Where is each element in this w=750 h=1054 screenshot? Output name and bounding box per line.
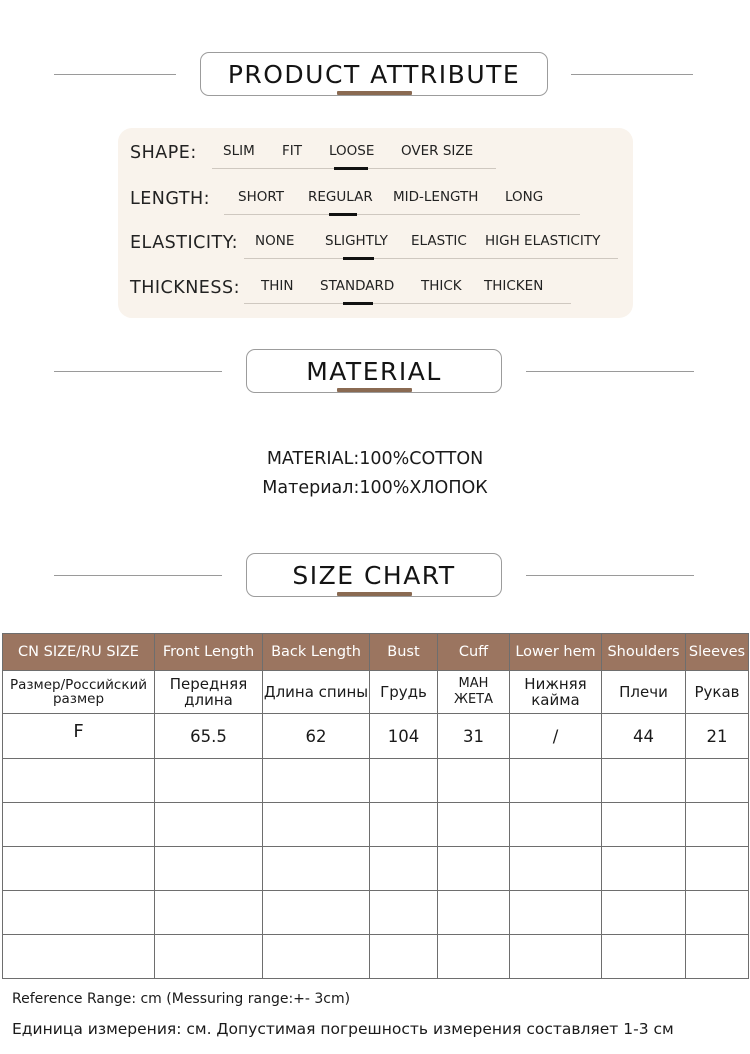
column-header: CN SIZE/RU SIZE: [3, 634, 155, 671]
selected-mark: [334, 167, 368, 170]
table-cell: 104: [370, 714, 438, 759]
attr-row-shape: [118, 133, 633, 169]
attr-option: FIT: [282, 143, 302, 159]
divider-left: [54, 371, 222, 372]
column-header: Sleeves: [686, 634, 749, 671]
table-cell: 31: [438, 714, 510, 759]
selected-mark: [329, 213, 357, 216]
attr-option: THIN: [261, 278, 294, 294]
column-header: Bust: [370, 634, 438, 671]
divider-left: [54, 575, 222, 576]
attr-option: SLIM: [223, 143, 255, 159]
section-title: [246, 553, 502, 597]
attr-option: LONG: [505, 189, 544, 205]
table-row-empty: [3, 891, 749, 935]
section-title: [200, 52, 548, 96]
attr-underline: [244, 303, 571, 304]
attr-row-thickness: [118, 268, 633, 304]
table-cell: F: [3, 714, 155, 759]
section-title-text: SIZE CHART: [292, 560, 456, 590]
section-title: [246, 349, 502, 393]
attr-underline: [244, 258, 618, 259]
size-chart-header: [0, 553, 750, 603]
material-header: [0, 349, 750, 399]
table-cell: /: [510, 714, 602, 759]
size-chart-table: [2, 633, 749, 979]
attr-row-length: [118, 179, 633, 215]
attr-option: MID-LENGTH: [393, 189, 479, 205]
table-cell: 65.5: [155, 714, 263, 759]
table-row: [3, 714, 749, 759]
selected-mark: [343, 257, 374, 260]
title-accent-bar: [337, 388, 412, 392]
table-cell: 62: [263, 714, 370, 759]
column-header-ru: Грудь: [370, 671, 438, 714]
material-label: Материал:: [262, 478, 360, 498]
column-header: Front Length: [155, 634, 263, 671]
attr-label: THICKNESS:: [130, 278, 240, 298]
column-header-ru: Длина спины: [263, 671, 370, 714]
attr-option-selected: LOOSE: [329, 143, 375, 159]
title-accent-bar: [337, 592, 412, 596]
attr-option: HIGH ELASTICITY: [485, 233, 601, 249]
material-en: [0, 449, 750, 469]
material-value: 100%ХЛОПОК: [359, 478, 488, 498]
attr-option: THICK: [421, 278, 462, 294]
divider-right: [571, 74, 693, 75]
product-attribute-header: [0, 52, 750, 102]
table-cell: 21: [686, 714, 749, 759]
divider-left: [54, 74, 176, 75]
column-header: Cuff: [438, 634, 510, 671]
reference-range-ru: Единица измерения: см. Допустимая погрешность измерения составляет 1-3 см: [12, 1020, 674, 1038]
reference-range-en: Reference Range: cm (Messuring range:+- 3cm): [12, 991, 351, 1007]
material-value: 100%COTTON: [359, 449, 484, 469]
attr-option: SHORT: [238, 189, 284, 205]
column-header-ru: Плечи: [602, 671, 686, 714]
attribute-panel: [118, 128, 633, 318]
table-header-ru-row: [3, 671, 749, 714]
table-row-empty: [3, 935, 749, 979]
attr-option-selected: REGULAR: [308, 189, 373, 205]
column-header-ru: Передняя длина: [155, 671, 263, 714]
title-accent-bar: [337, 91, 412, 95]
attr-option: NONE: [255, 233, 295, 249]
divider-right: [526, 371, 694, 372]
section-title-text: MATERIAL: [306, 356, 442, 386]
column-header: Lower hem: [510, 634, 602, 671]
column-header: Back Length: [263, 634, 370, 671]
table-header-row: [3, 634, 749, 671]
divider-right: [526, 575, 694, 576]
column-header-ru: МАН ЖЕТА: [438, 671, 510, 714]
material-ru: [0, 478, 750, 498]
attr-label: LENGTH:: [130, 189, 211, 209]
column-header: Shoulders: [602, 634, 686, 671]
attr-row-elasticity: [118, 223, 633, 259]
section-title-text: PRODUCT ATTRIBUTE: [227, 59, 521, 89]
column-header-ru: Размер/Российский размер: [3, 671, 155, 714]
table-row-empty: [3, 803, 749, 847]
attr-option-selected: SLIGHTLY: [325, 233, 388, 249]
attr-label: SHAPE:: [130, 143, 197, 163]
table-row-empty: [3, 759, 749, 803]
attr-underline: [224, 214, 580, 215]
column-header-ru: Рукав: [686, 671, 749, 714]
table-cell: 44: [602, 714, 686, 759]
attr-option: ELASTIC: [411, 233, 467, 249]
selected-mark: [343, 302, 373, 305]
table-row-empty: [3, 847, 749, 891]
attr-option: THICKEN: [484, 278, 544, 294]
material-label: MATERIAL:: [266, 449, 360, 469]
attr-option-selected: STANDARD: [320, 278, 395, 294]
column-header-ru: Нижняя кайма: [510, 671, 602, 714]
attr-label: ELASTICITY:: [130, 233, 238, 253]
attr-option: OVER SIZE: [401, 143, 474, 159]
